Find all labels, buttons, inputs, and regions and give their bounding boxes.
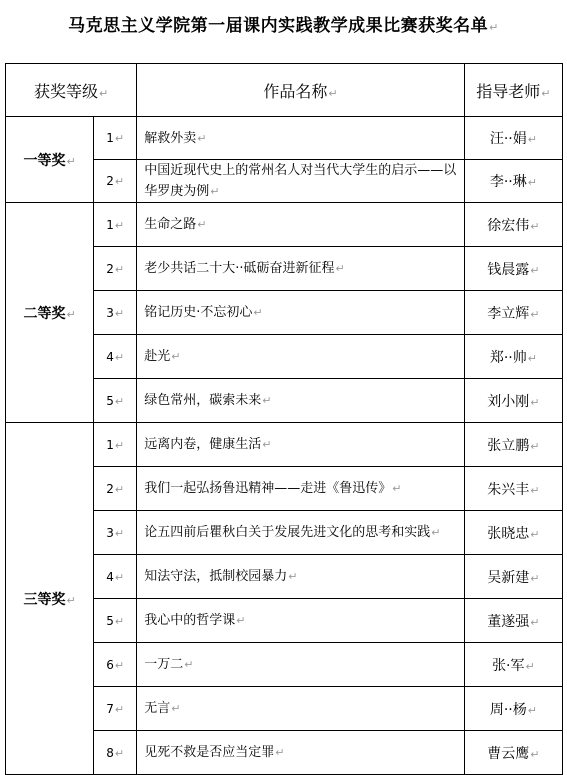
row-number: 7↵	[94, 687, 137, 731]
paragraph-mark-icon: ↵	[541, 86, 551, 100]
header-award-level: 获奖等级↵	[6, 64, 137, 117]
row-number: 2↵	[94, 247, 137, 291]
advisor-name: 周··杨↵	[464, 687, 562, 731]
row-number: 6↵	[94, 643, 137, 687]
row-number: 2↵	[94, 467, 137, 511]
award-level-third: 三等奖↵	[6, 423, 94, 775]
work-title: 铭记历史·不忘初心↵	[137, 291, 465, 335]
table-row	[6, 203, 563, 247]
advisor-name: 李··琳↵	[464, 160, 562, 203]
award-table	[5, 63, 563, 775]
work-title: 解救外卖↵	[137, 117, 465, 160]
paragraph-mark-icon: ↵	[66, 307, 76, 321]
award-level-first: 一等奖↵	[6, 117, 94, 203]
work-title: 远离内卷，健康生活↵	[137, 423, 465, 467]
work-title: 知法守法，抵制校园暴力↵	[137, 555, 465, 599]
work-title: 绿色常州，碳索未来↵	[137, 379, 465, 423]
advisor-name: 张·军↵	[464, 643, 562, 687]
table-row	[6, 117, 563, 160]
title-text: 马克思主义学院第一届课内实践教学成果比赛获奖名单	[68, 16, 489, 36]
advisor-name: 董遂强↵	[464, 599, 562, 643]
advisor-name: 刘小刚↵	[464, 379, 562, 423]
row-number: 5↵	[94, 379, 137, 423]
row-number: 3↵	[94, 291, 137, 335]
row-number: 4↵	[94, 335, 137, 379]
work-title: 赴光↵	[137, 335, 465, 379]
advisor-name: 张立鹏↵	[464, 423, 562, 467]
work-title: 生命之路↵	[137, 203, 465, 247]
work-title: 我心中的哲学课↵	[137, 599, 465, 643]
advisor-name: 徐宏伟↵	[464, 203, 562, 247]
advisor-name: 朱兴丰↵	[464, 467, 562, 511]
work-title: 论五四前后瞿秋白关于发展先进文化的思考和实践↵	[137, 511, 465, 555]
row-number: 4↵	[94, 555, 137, 599]
paragraph-mark-icon: ↵	[66, 154, 76, 168]
row-number: 1↵	[94, 117, 137, 160]
award-level-second: 二等奖↵	[6, 203, 94, 423]
advisor-name: 郑··帅↵	[464, 335, 562, 379]
advisor-name: 李立辉↵	[464, 291, 562, 335]
work-title: 我们一起弘扬鲁迅精神——走进《鲁迅传》↵	[137, 467, 465, 511]
work-title: 老少共话二十大··砥砺奋进新征程↵	[137, 247, 465, 291]
advisor-name: 钱晨露↵	[464, 247, 562, 291]
advisor-name: 曹云鹰↵	[464, 731, 562, 775]
work-title: 无言↵	[137, 687, 465, 731]
advisor-name: 汪··娟↵	[464, 117, 562, 160]
work-title: 一万二↵	[137, 643, 465, 687]
table-header-row	[6, 64, 563, 117]
row-number: 3↵	[94, 511, 137, 555]
row-number: 1↵	[94, 423, 137, 467]
work-title: 中国近现代史上的常州名人对当代大学生的启示——以华罗庚为例↵	[137, 160, 465, 203]
work-title: 见死不救是否应当定罪↵	[137, 731, 465, 775]
row-number: 1↵	[94, 203, 137, 247]
document-title	[0, 11, 567, 36]
header-work-name: 作品名称↵	[137, 64, 465, 117]
paragraph-mark-icon: ↵	[99, 86, 109, 100]
row-number: 2↵	[94, 160, 137, 203]
table-row	[6, 423, 563, 467]
advisor-name: 吴新建↵	[464, 555, 562, 599]
row-number: 8↵	[94, 731, 137, 775]
header-advisor: 指导老师↵	[464, 64, 562, 117]
advisor-name: 张晓忠↵	[464, 511, 562, 555]
paragraph-mark-icon: ↵	[328, 86, 338, 100]
paragraph-mark-icon: ↵	[66, 593, 76, 607]
row-number: 5↵	[94, 599, 137, 643]
paragraph-mark-icon: ↵	[489, 21, 499, 34]
